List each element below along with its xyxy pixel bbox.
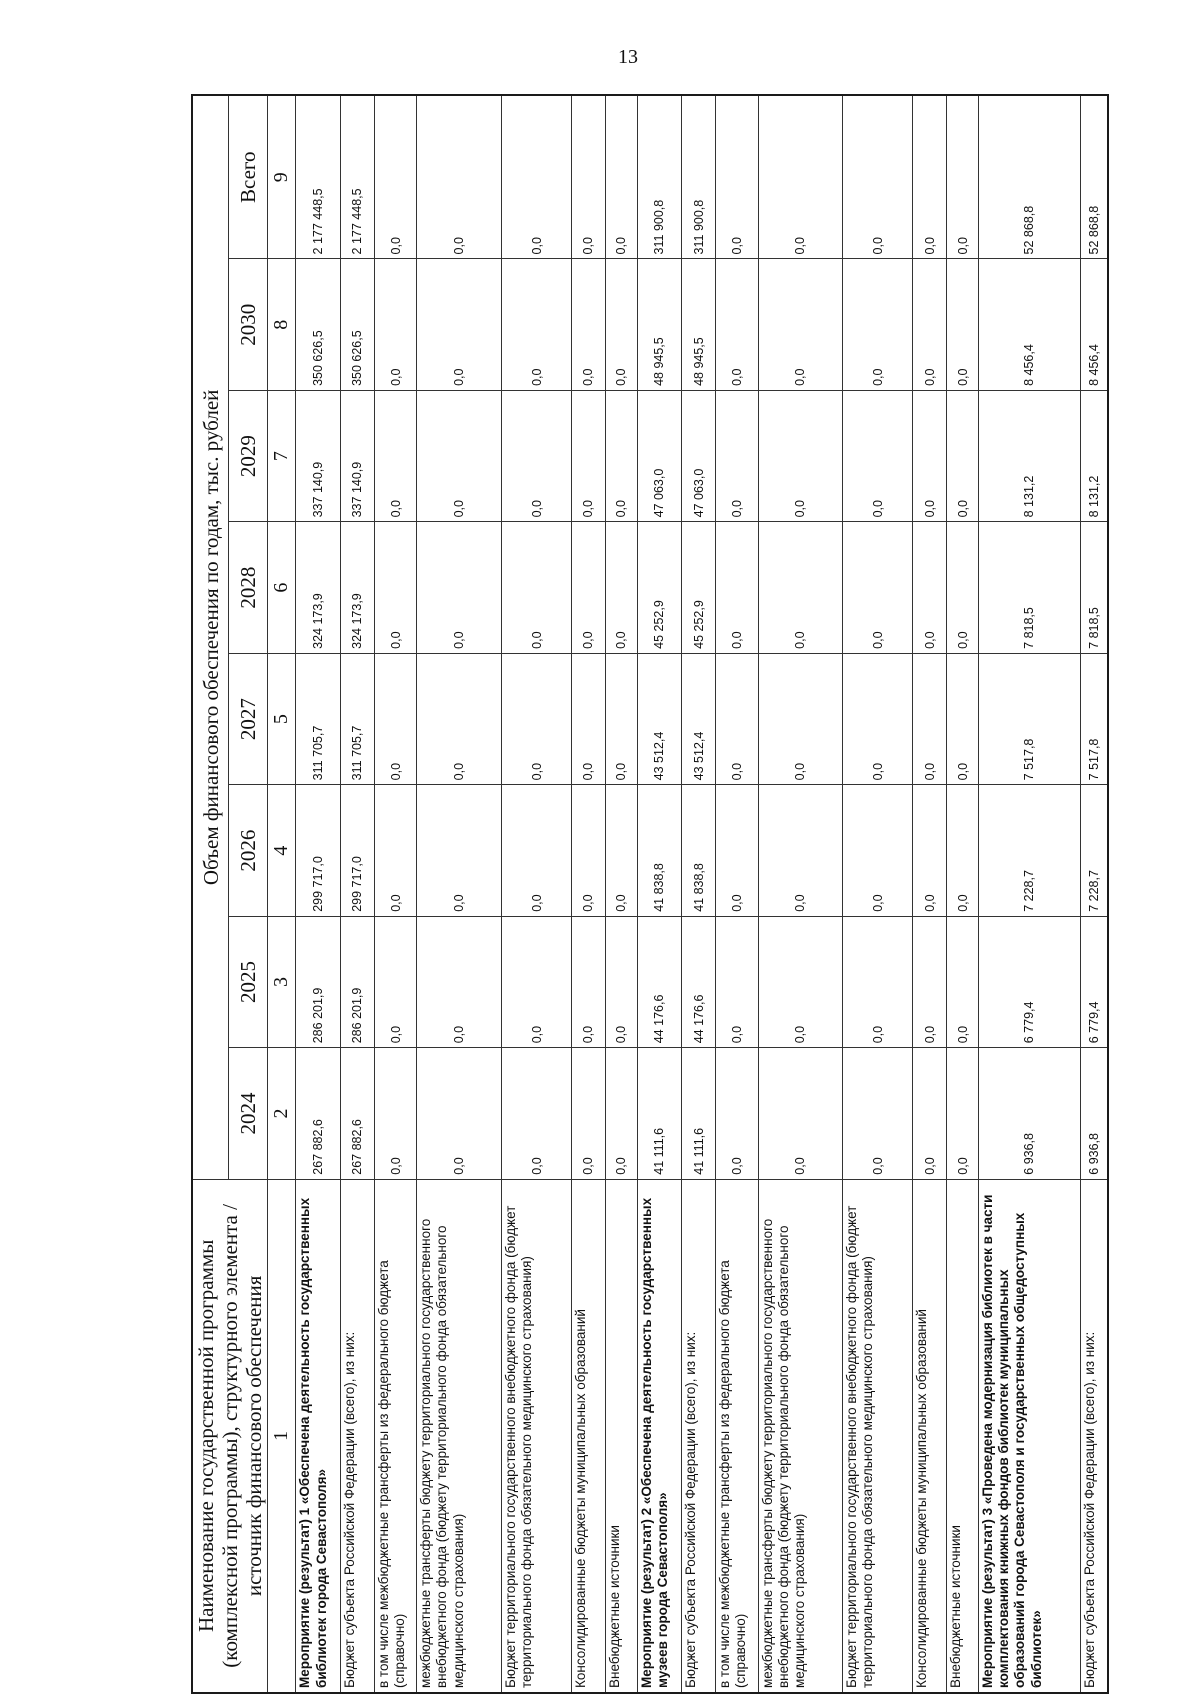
source-name-cell: в том числе межбюджетные трансферты из федерального бюджета (справочно)	[374, 1179, 416, 1693]
year-value-cell: 337 140,9	[296, 390, 341, 521]
year-value-cell: 0,0	[417, 390, 502, 521]
year-value-cell: 0,0	[417, 653, 502, 784]
year-value-cell: 8 456,4	[1080, 259, 1108, 390]
total-value-cell: 2 177 448,5	[340, 95, 374, 259]
column-number: 5	[268, 653, 296, 784]
total-value-cell: 0,0	[758, 95, 843, 259]
year-value-cell: 0,0	[947, 653, 979, 784]
year-value-cell: 0,0	[571, 916, 605, 1047]
source-name-cell: Внебюджетные источники	[605, 1179, 637, 1693]
year-value-cell: 0,0	[843, 916, 913, 1047]
year-value-cell: 0,0	[758, 522, 843, 653]
year-header: 2028	[229, 522, 268, 653]
source-name-cell: в том числе межбюджетные трансферты из федерального бюджета (справочно)	[716, 1179, 758, 1693]
year-value-cell: 350 626,5	[296, 259, 341, 390]
year-value-cell: 0,0	[502, 390, 572, 521]
year-value-cell: 0,0	[417, 785, 502, 916]
source-name-cell: межбюджетные трансферты бюджету территориального государственного внебюджетного фонда (бюджету территориального фонда обязательного медицинского страхования)	[758, 1179, 843, 1693]
year-value-cell: 0,0	[758, 653, 843, 784]
year-value-cell: 0,0	[758, 390, 843, 521]
total-value-cell: 0,0	[417, 95, 502, 259]
year-value-cell: 0,0	[374, 916, 416, 1047]
year-value-cell: 0,0	[716, 1048, 758, 1179]
table-row	[637, 95, 682, 1693]
year-value-cell: 0,0	[417, 916, 502, 1047]
year-value-cell: 8 456,4	[978, 259, 1080, 390]
year-value-cell: 0,0	[758, 916, 843, 1047]
total-value-cell: 0,0	[605, 95, 637, 259]
total-value-cell: 311 900,8	[637, 95, 682, 259]
year-value-cell: 48 945,5	[637, 259, 682, 390]
year-value-cell: 7 517,8	[978, 653, 1080, 784]
year-value-cell: 0,0	[571, 390, 605, 521]
table-row	[758, 95, 843, 1693]
total-value-cell: 311 900,8	[682, 95, 716, 259]
year-value-cell: 0,0	[571, 259, 605, 390]
column-number: 9	[268, 95, 296, 259]
table-row	[978, 95, 1080, 1693]
year-value-cell: 0,0	[913, 522, 947, 653]
page-number: 13	[618, 46, 638, 68]
table-row	[947, 95, 979, 1693]
year-value-cell: 0,0	[843, 785, 913, 916]
year-value-cell: 286 201,9	[340, 916, 374, 1047]
year-value-cell: 0,0	[605, 390, 637, 521]
year-value-cell: 8 131,2	[978, 390, 1080, 521]
year-value-cell: 0,0	[571, 1048, 605, 1179]
year-value-cell: 0,0	[913, 390, 947, 521]
year-value-cell: 0,0	[502, 785, 572, 916]
year-value-cell: 41 838,8	[682, 785, 716, 916]
year-value-cell: 7 228,7	[978, 785, 1080, 916]
year-value-cell: 299 717,0	[296, 785, 341, 916]
year-value-cell: 0,0	[947, 1048, 979, 1179]
total-value-cell: 0,0	[502, 95, 572, 259]
year-value-cell: 0,0	[374, 653, 416, 784]
source-name-cell: Консолидированные бюджеты муниципальных образований	[913, 1179, 947, 1693]
year-value-cell: 267 882,6	[296, 1048, 341, 1179]
year-header: 2030	[229, 259, 268, 390]
year-value-cell: 43 512,4	[682, 653, 716, 784]
year-value-cell: 0,0	[913, 259, 947, 390]
year-value-cell: 0,0	[758, 785, 843, 916]
year-value-cell: 0,0	[716, 522, 758, 653]
year-header: 2025	[229, 916, 268, 1047]
source-name-cell: Бюджет субъекта Российской Федерации (всего), из них:	[1080, 1179, 1108, 1693]
year-value-cell: 311 705,7	[340, 653, 374, 784]
header-volume: Объем финансового обеспечения по годам, тыс. рублей	[192, 95, 229, 1179]
financing-table-rotated	[191, 94, 1107, 1694]
year-value-cell: 41 111,6	[682, 1048, 716, 1179]
year-value-cell: 0,0	[417, 1048, 502, 1179]
year-value-cell: 0,0	[374, 1048, 416, 1179]
year-value-cell: 0,0	[605, 259, 637, 390]
year-value-cell: 0,0	[913, 785, 947, 916]
total-value-cell: 2 177 448,5	[296, 95, 341, 259]
column-number: 2	[268, 1048, 296, 1179]
year-value-cell: 0,0	[374, 522, 416, 653]
year-value-cell: 45 252,9	[682, 522, 716, 653]
year-value-cell: 0,0	[843, 522, 913, 653]
year-value-cell: 0,0	[843, 390, 913, 521]
year-value-cell: 47 063,0	[637, 390, 682, 521]
total-value-cell: 52 868,8	[1080, 95, 1108, 259]
year-value-cell: 6 936,8	[1080, 1048, 1108, 1179]
financing-table	[191, 94, 1109, 1694]
total-value-cell: 52 868,8	[978, 95, 1080, 259]
year-value-cell: 48 945,5	[682, 259, 716, 390]
year-value-cell: 0,0	[843, 259, 913, 390]
total-value-cell: 0,0	[374, 95, 416, 259]
header-name: Наименование государственной программы (комплексной программы), структурного элемента / источник финансового обеспечения	[192, 1179, 268, 1693]
year-value-cell: 0,0	[947, 259, 979, 390]
table-row	[296, 95, 341, 1693]
year-value-cell: 337 140,9	[340, 390, 374, 521]
year-value-cell: 350 626,5	[340, 259, 374, 390]
year-value-cell: 267 882,6	[340, 1048, 374, 1179]
year-value-cell: 6 779,4	[978, 916, 1080, 1047]
year-value-cell: 0,0	[716, 259, 758, 390]
year-value-cell: 0,0	[571, 785, 605, 916]
year-value-cell: 8 131,2	[1080, 390, 1108, 521]
table-row	[417, 95, 502, 1693]
year-value-cell: 41 111,6	[637, 1048, 682, 1179]
year-value-cell: 0,0	[502, 916, 572, 1047]
year-value-cell: 324 173,9	[296, 522, 341, 653]
year-value-cell: 43 512,4	[637, 653, 682, 784]
year-value-cell: 7 228,7	[1080, 785, 1108, 916]
source-name-cell: Мероприятие (результат) 2 «Обеспечена деятельность государственных музеев города Севастополя»	[637, 1179, 682, 1693]
year-value-cell: 7 818,5	[1080, 522, 1108, 653]
year-value-cell: 0,0	[947, 916, 979, 1047]
year-value-cell: 0,0	[843, 653, 913, 784]
year-value-cell: 0,0	[502, 653, 572, 784]
year-value-cell: 44 176,6	[637, 916, 682, 1047]
year-header: 2026	[229, 785, 268, 916]
year-value-cell: 0,0	[417, 522, 502, 653]
source-name-cell: Мероприятие (результат) 3 «Проведена модернизация библиотек в части комплектования книжных фондов библиотек муниципальных образований города Севастополя и государственных общедоступных библиотек»	[978, 1179, 1080, 1693]
table-row	[340, 95, 374, 1693]
total-header: Всего	[229, 95, 268, 259]
year-value-cell: 0,0	[571, 653, 605, 784]
year-value-cell: 0,0	[571, 522, 605, 653]
total-value-cell: 0,0	[947, 95, 979, 259]
year-value-cell: 0,0	[716, 785, 758, 916]
year-value-cell: 6 779,4	[1080, 916, 1108, 1047]
year-value-cell: 0,0	[605, 1048, 637, 1179]
total-value-cell: 0,0	[843, 95, 913, 259]
table-row	[502, 95, 572, 1693]
column-number: 1	[268, 1179, 296, 1693]
year-value-cell: 0,0	[502, 259, 572, 390]
year-value-cell: 0,0	[716, 916, 758, 1047]
year-value-cell: 0,0	[374, 785, 416, 916]
year-header: 2027	[229, 653, 268, 784]
source-name-cell: Мероприятие (результат) 1 «Обеспечена деятельность государственных библиотек города Севастополя»	[296, 1179, 341, 1693]
source-name-cell: межбюджетные трансферты бюджету территориального государственного внебюджетного фонда (бюджету территориального фонда обязательного медицинского страхования)	[417, 1179, 502, 1693]
year-value-cell: 0,0	[605, 522, 637, 653]
table-row	[843, 95, 913, 1693]
source-name-cell: Внебюджетные источники	[947, 1179, 979, 1693]
column-numbers-row	[268, 95, 296, 1693]
year-value-cell: 47 063,0	[682, 390, 716, 521]
column-number: 4	[268, 785, 296, 916]
year-value-cell: 0,0	[758, 259, 843, 390]
year-header: 2029	[229, 390, 268, 521]
column-number: 8	[268, 259, 296, 390]
source-name-cell: Бюджет территориального государственного внебюджетного фонда (бюджет территориального фонда обязательного медицинского страхования)	[843, 1179, 913, 1693]
year-value-cell: 0,0	[947, 785, 979, 916]
year-value-cell: 7 818,5	[978, 522, 1080, 653]
table-row	[374, 95, 416, 1693]
year-value-cell: 0,0	[758, 1048, 843, 1179]
year-value-cell: 324 173,9	[340, 522, 374, 653]
table-row	[571, 95, 605, 1693]
year-value-cell: 0,0	[605, 653, 637, 784]
year-value-cell: 0,0	[947, 390, 979, 521]
year-value-cell: 44 176,6	[682, 916, 716, 1047]
table-body	[296, 95, 1108, 1693]
year-value-cell: 299 717,0	[340, 785, 374, 916]
year-value-cell: 0,0	[716, 390, 758, 521]
column-number: 6	[268, 522, 296, 653]
year-value-cell: 0,0	[947, 522, 979, 653]
table-row	[605, 95, 637, 1693]
year-value-cell: 0,0	[502, 522, 572, 653]
year-value-cell: 0,0	[913, 653, 947, 784]
year-value-cell: 0,0	[417, 259, 502, 390]
year-header: 2024	[229, 1048, 268, 1179]
source-name-cell: Бюджет субъекта Российской Федерации (всего), из них:	[682, 1179, 716, 1693]
table-row	[716, 95, 758, 1693]
year-value-cell: 0,0	[913, 1048, 947, 1179]
year-value-cell: 0,0	[913, 916, 947, 1047]
total-value-cell: 0,0	[716, 95, 758, 259]
year-value-cell: 0,0	[502, 1048, 572, 1179]
year-value-cell: 286 201,9	[296, 916, 341, 1047]
source-name-cell: Консолидированные бюджеты муниципальных образований	[571, 1179, 605, 1693]
column-number: 7	[268, 390, 296, 521]
table-row	[913, 95, 947, 1693]
year-value-cell: 0,0	[605, 916, 637, 1047]
table-row	[1080, 95, 1108, 1693]
total-value-cell: 0,0	[571, 95, 605, 259]
year-value-cell: 0,0	[605, 785, 637, 916]
column-number: 3	[268, 916, 296, 1047]
year-value-cell: 311 705,7	[296, 653, 341, 784]
year-value-cell: 0,0	[374, 259, 416, 390]
year-value-cell: 0,0	[843, 1048, 913, 1179]
source-name-cell: Бюджет территориального государственного внебюджетного фонда (бюджет территориального фонда обязательного медицинского страхования)	[502, 1179, 572, 1693]
year-value-cell: 45 252,9	[637, 522, 682, 653]
year-value-cell: 41 838,8	[637, 785, 682, 916]
table-row	[682, 95, 716, 1693]
year-value-cell: 0,0	[374, 390, 416, 521]
year-value-cell: 7 517,8	[1080, 653, 1108, 784]
year-value-cell: 0,0	[716, 653, 758, 784]
source-name-cell: Бюджет субъекта Российской Федерации (всего), из них:	[340, 1179, 374, 1693]
year-value-cell: 6 936,8	[978, 1048, 1080, 1179]
total-value-cell: 0,0	[913, 95, 947, 259]
